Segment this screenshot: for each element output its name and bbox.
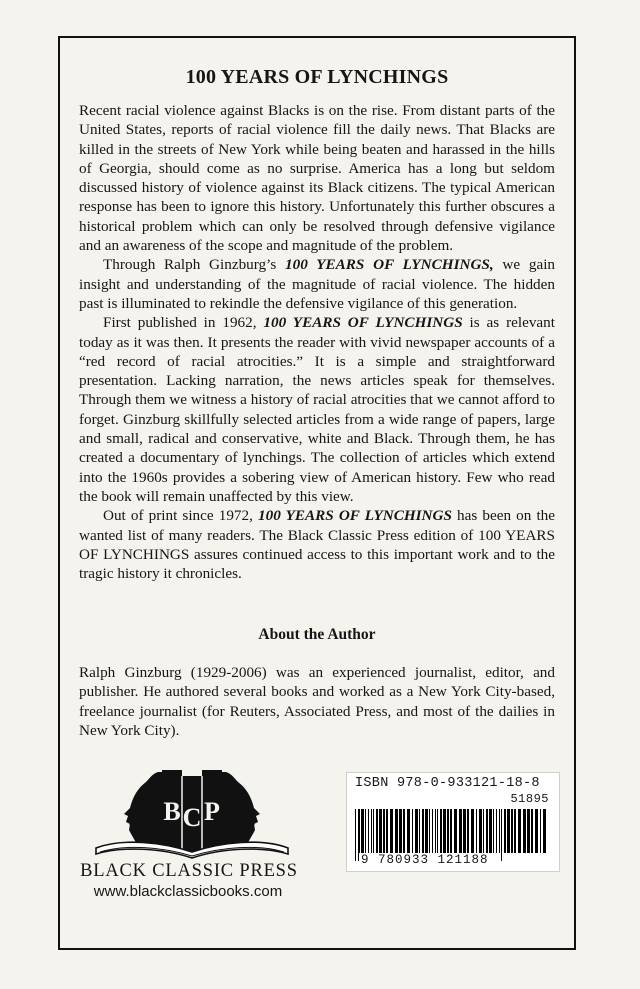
publisher-website-link[interactable]: www.blackclassicbooks.com bbox=[93, 883, 283, 900]
logo-letter-c: C bbox=[182, 803, 202, 832]
barcode-bar bbox=[493, 809, 494, 853]
book-title-ref: 100 YEARS OF LYNCHINGS, bbox=[285, 256, 494, 274]
barcode-bar bbox=[373, 809, 374, 853]
barcode-bar bbox=[459, 809, 462, 853]
barcode-bar bbox=[543, 809, 546, 853]
barcode-bar bbox=[386, 809, 388, 853]
barcode-bar bbox=[479, 809, 482, 853]
book-title-ref: 100 YEARS OF LYNCHINGS bbox=[263, 314, 463, 332]
barcode-digits: 9 780933 121188 bbox=[361, 853, 489, 867]
barcode-bar bbox=[407, 809, 410, 853]
description bbox=[79, 101, 555, 583]
barcode-bar bbox=[399, 809, 402, 853]
barcode-bar bbox=[463, 809, 466, 853]
about-author-heading: About the Author bbox=[258, 626, 376, 643]
barcode-bar bbox=[429, 809, 430, 853]
barcode-bar bbox=[432, 809, 433, 853]
isbn-number: ISBN 978-0-933121-18-8 bbox=[355, 776, 540, 791]
barcode-bar bbox=[489, 809, 492, 853]
barcode-bar bbox=[454, 809, 457, 853]
barcode-bar bbox=[368, 809, 369, 853]
barcode-bar bbox=[514, 809, 516, 853]
barcode-bar bbox=[390, 809, 393, 853]
price-code: 51895 bbox=[510, 792, 549, 806]
barcode-bar bbox=[435, 809, 436, 853]
barcode-bar bbox=[447, 809, 449, 853]
barcode-bar bbox=[371, 809, 372, 853]
barcode-bar bbox=[531, 809, 533, 853]
paragraph-4: Out of print since 1972, 100 YEARS OF LYNCHINGS has been on the wanted list of many readers. The Black Classic Press edition of 100 YEARS OF LYNCHINGS assures continued access to this important work and to the tragic history it chronicles. bbox=[79, 507, 556, 583]
barcode-bar bbox=[499, 809, 500, 853]
logo-letter-b: B bbox=[163, 797, 181, 826]
barcode-bar bbox=[511, 809, 513, 853]
barcode-bar bbox=[440, 809, 442, 853]
book-title-ref: 100 YEARS OF LYNCHINGS bbox=[258, 507, 452, 525]
barcode-bar bbox=[523, 809, 526, 853]
barcode-bar bbox=[425, 809, 428, 853]
barcode-bar bbox=[518, 809, 521, 853]
barcode-bar bbox=[527, 809, 530, 853]
barcode-bar bbox=[415, 809, 418, 853]
isbn-barcode bbox=[346, 772, 560, 872]
barcode-bar bbox=[483, 809, 484, 853]
paragraph-1: Recent racial violence against Blacks is on the rise. From distant parts of the United States, reports of racial violence fill the daily news. That Blacks are killed in the streets of New York while being beaten and harassed in the hills of Georgia, should come as no surprise. America has a long but seldom discussed history of violence against its Black citizens. The typical American response has been to ignore this history. Unfortunately this further obscures a historical problem which can only be resolved through defensive vigilance and an awareness of the scope and magnitude of the problem. bbox=[79, 102, 555, 255]
barcode-bar bbox=[471, 809, 474, 853]
barcode-bar bbox=[507, 809, 510, 853]
about-author-text: Ralph Ginzburg (1929-2006) was an experienced journalist, editor, and publisher. He authored several books and worked as a New York City-based, freelance journalist (for Reuters, Associated Press, and most of the dailies in New York City). bbox=[79, 664, 555, 739]
barcode-bar bbox=[443, 809, 446, 853]
barcode-bar bbox=[355, 809, 356, 861]
barcode-bar bbox=[419, 809, 420, 853]
barcode-bar bbox=[540, 809, 541, 853]
barcode-bar bbox=[365, 809, 366, 853]
barcode-bar bbox=[376, 809, 378, 853]
barcode-bar bbox=[467, 809, 469, 853]
barcode-bar bbox=[535, 809, 538, 853]
barcode-bar bbox=[383, 809, 385, 853]
barcode-bar bbox=[412, 809, 413, 853]
publisher-logo-icon bbox=[92, 764, 292, 860]
barcode-bar bbox=[496, 809, 497, 853]
paragraph-2: Through Ralph Ginzburg’s 100 YEARS OF LYNCHINGS, we gain insight and understanding of the magnitude of racial violence. The hidden past is illuminated to rekindle the defensive vigilance of this generation. bbox=[79, 256, 556, 312]
publisher-name: BLACK CLASSIC PRESS bbox=[80, 861, 298, 881]
logo-letter-p: P bbox=[204, 797, 220, 826]
barcode-bar bbox=[486, 809, 488, 853]
barcode-bar bbox=[437, 809, 438, 853]
barcode-bar bbox=[379, 809, 382, 853]
book-title: 100 YEARS OF LYNCHINGS bbox=[185, 66, 449, 88]
barcode-bar bbox=[501, 809, 502, 861]
barcode-bar bbox=[476, 809, 477, 853]
paragraph-3: First published in 1962, 100 YEARS OF LYNCHINGS is as relevant today as it was then. It presents the reader with vivid newspaper accounts of a “red record of racial atrocities.” It is a simple and straightforward presentation. Lacking narration, the news articles speak for themselves. Through them we witness a history of racial atrocities that we cannot afford to forget. Ginzburg skillfully selected articles from a wide range of papers, large and small, radical and conservative, white and Black. Through them, he has created a documentary of lynchings. The collection of articles which extend into the 1960s provides a sobering view of American history. Few who read the book will remain unaffected by this view. bbox=[79, 314, 555, 505]
barcode-bar bbox=[504, 809, 506, 853]
barcode-bar bbox=[395, 809, 398, 853]
barcode-bar bbox=[422, 809, 424, 853]
